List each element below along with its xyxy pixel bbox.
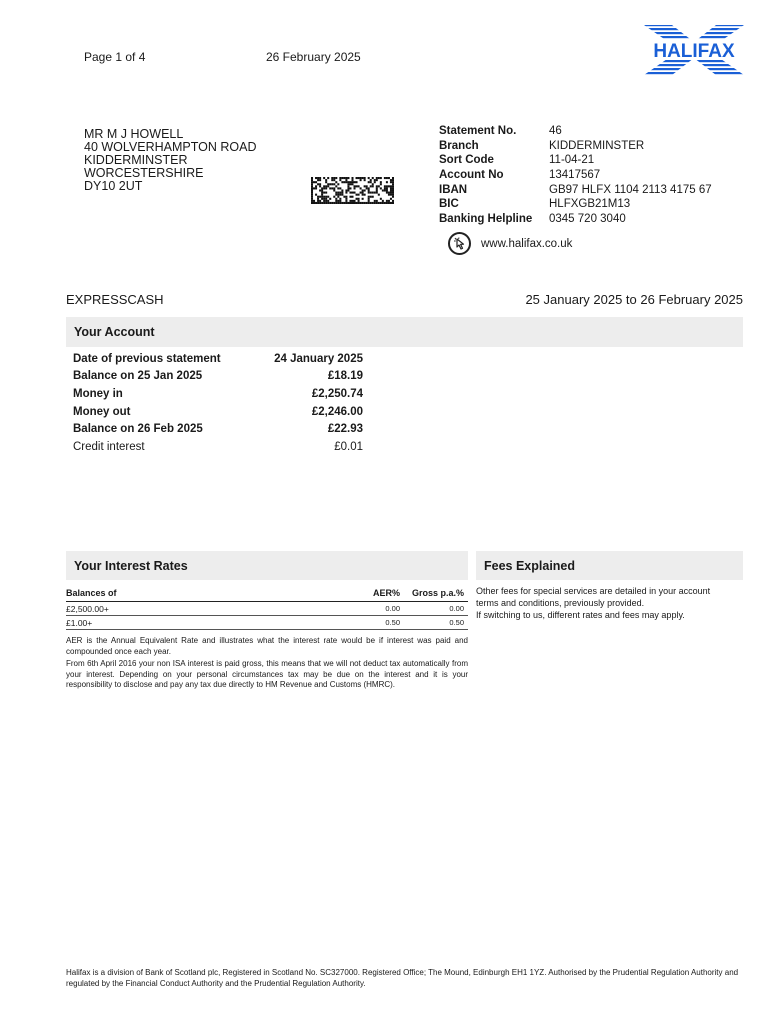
summary-label: Credit interest (73, 440, 145, 453)
interest-rates-heading: Your Interest Rates (66, 551, 468, 580)
svg-text:HALIFAX: HALIFAX (653, 41, 735, 62)
summary-label: Balance on 26 Feb 2025 (73, 423, 203, 436)
detail-row-statement-no (439, 124, 712, 139)
summary-row (73, 368, 363, 386)
summary-row (73, 350, 363, 368)
halifax-logo (644, 24, 744, 76)
regulatory-footer: Halifax is a division of Bank of Scotland plc, Registered in Scotland No. SC327000. Registered Office; The Mound, Edinburgh EH1 1YZ. Authorised by the Prudential Regulation Authority and regulated by the Financial Conduct Authority and the Prudential Regulation Authority. (66, 968, 739, 988)
detail-label: Banking Helpline (439, 212, 533, 225)
statement-period: 25 January 2025 to 26 February 2025 (525, 292, 743, 307)
tax-note: From 6th April 2016 your non ISA interest is paid gross, this means that we will not deduct tax automatically from your interest. Depending on your personal circumstances tax may be due on the interest and it is your responsibility to disclose and pay any tax due directly to HM Revenue and Customs (HMRC). (66, 659, 468, 689)
detail-label: Branch (439, 139, 479, 152)
rates-balance: £2,500.00+ (66, 603, 109, 614)
interest-rates-table (66, 585, 468, 630)
aer-note: AER is the Annual Equivalent Rate and illustrates what the interest rate would be if interest was paid and compounded once each year. (66, 636, 468, 656)
summary-label: Money in (73, 387, 123, 400)
summary-row (73, 385, 363, 403)
account-product-name: EXPRESSCASH (66, 292, 164, 307)
summary-label: Balance on 25 Jan 2025 (73, 370, 203, 383)
summary-value: £2,250.74 (311, 387, 363, 400)
rates-header-balances: Balances of (66, 588, 117, 598)
fees-line: terms and conditions, previously provided. (476, 597, 645, 608)
statement-date: 26 February 2025 (266, 50, 361, 64)
page-number: Page 1 of 4 (84, 50, 146, 64)
address-line: KIDDERMINSTER (84, 153, 188, 167)
your-account-heading: Your Account (66, 317, 743, 347)
website-link[interactable] (448, 232, 572, 255)
rates-header-row (66, 585, 468, 602)
detail-value: 46 (549, 125, 562, 138)
rates-gross: 0.00 (449, 604, 464, 613)
rates-gross: 0.50 (449, 618, 464, 627)
detail-label: IBAN (439, 183, 468, 196)
fees-explained-heading: Fees Explained (476, 551, 743, 580)
customer-address (84, 128, 257, 193)
address-line: DY10 2UT (84, 179, 143, 193)
interest-rates-notes (66, 636, 468, 693)
detail-row-branch (439, 139, 712, 154)
rates-header-gross: Gross p.a.% (411, 588, 464, 598)
detail-value: KIDDERMINSTER (549, 139, 645, 152)
fees-line: Other fees for special services are detailed in your account (476, 586, 711, 596)
account-summary-table (73, 350, 363, 456)
detail-value: 0345 720 3040 (549, 212, 626, 225)
rates-balance: £1.00+ (66, 617, 93, 628)
summary-value: 24 January 2025 (274, 352, 363, 365)
summary-label: Date of previous statement (73, 352, 221, 365)
detail-label: Sort Code (439, 154, 494, 167)
detail-row-bic (439, 197, 712, 212)
cursor-click-icon (448, 232, 471, 255)
summary-value: £18.19 (327, 370, 363, 383)
summary-label: Money out (73, 405, 131, 418)
detail-value: GB97 HLFX 1104 2113 4175 67 (549, 183, 712, 196)
summary-row (73, 403, 363, 421)
rates-header-aer: AER% (372, 588, 400, 598)
datamatrix-barcode (311, 177, 394, 204)
detail-row-account-no (439, 168, 712, 183)
detail-label: BIC (439, 198, 459, 211)
summary-row (73, 438, 363, 456)
detail-value: 13417567 (549, 169, 601, 182)
address-line: 40 WOLVERHAMPTON ROAD (84, 140, 257, 154)
detail-row-iban (439, 182, 712, 197)
fees-explained-text (476, 586, 738, 621)
account-details (439, 124, 712, 226)
detail-value: HLFXGB21M13 (549, 198, 631, 211)
detail-row-sort-code (439, 153, 712, 168)
website-url[interactable]: www.halifax.co.uk (481, 237, 573, 250)
detail-row-helpline (439, 212, 712, 227)
summary-value: £2,246.00 (311, 405, 363, 418)
fees-line: If switching to us, different rates and fees may apply. (476, 609, 685, 620)
rates-aer: 0.00 (385, 604, 400, 613)
summary-value: £22.93 (327, 423, 363, 436)
rates-row (66, 602, 468, 616)
rates-row (66, 616, 468, 630)
detail-label: Statement No. (439, 125, 517, 138)
detail-label: Account No (439, 169, 504, 182)
address-line: WORCESTERSHIRE (84, 166, 204, 180)
detail-value: 11-04-21 (549, 154, 595, 167)
summary-value: £0.01 (334, 440, 363, 453)
address-line: MR M J HOWELL (84, 127, 184, 141)
summary-row (73, 420, 363, 438)
rates-aer: 0.50 (385, 618, 400, 627)
